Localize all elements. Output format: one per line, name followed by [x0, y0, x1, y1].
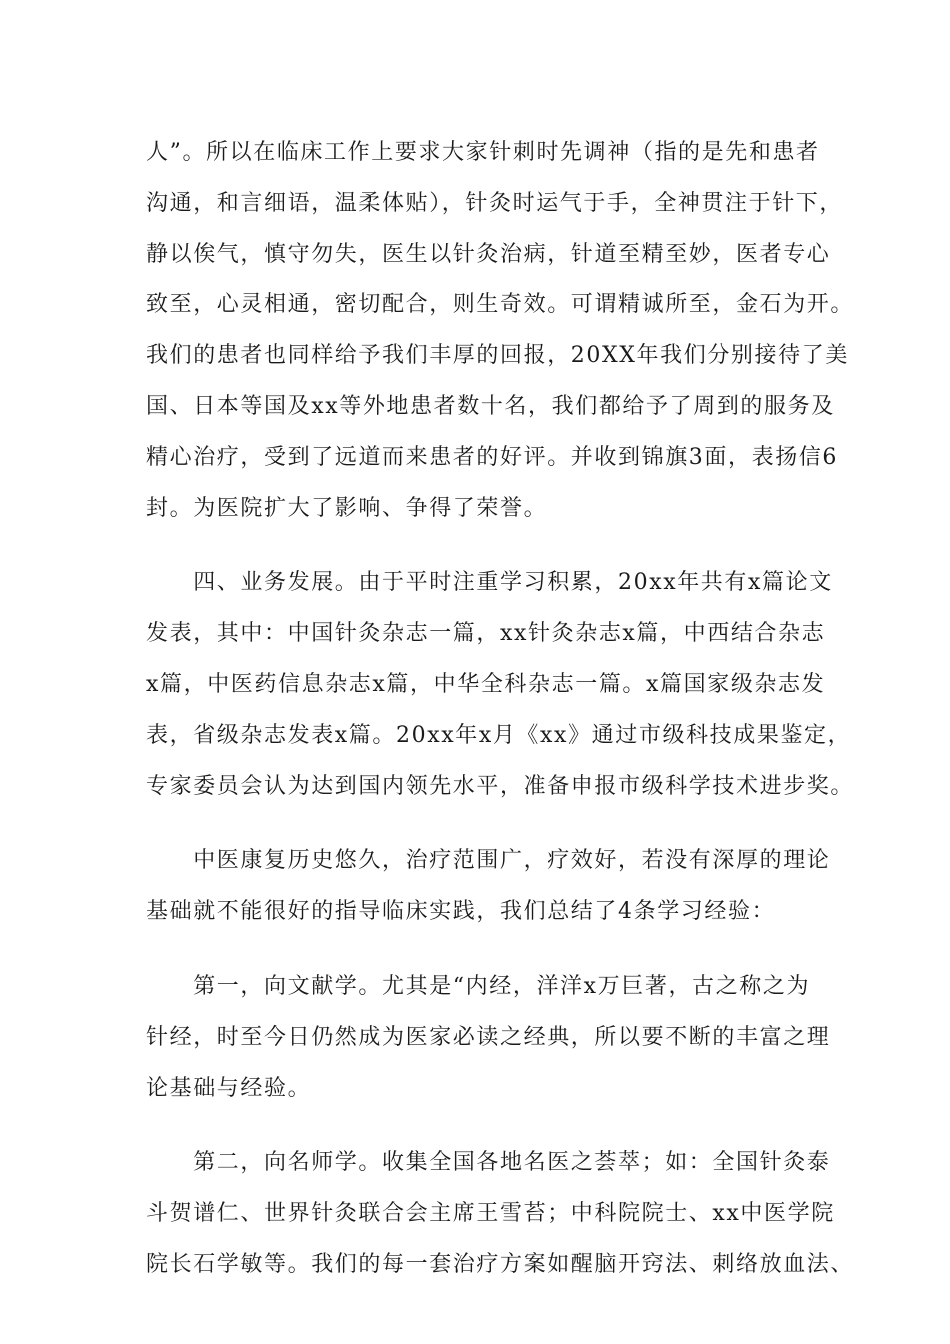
- text-line: 专家委员会认为达到国内领先水平，准备申报市级科学技术进步奖。: [146, 773, 855, 799]
- text-line: 第二，向名师学。收集全国各地名医之荟萃；如：全国针灸泰: [146, 1150, 831, 1176]
- text-line: 四、业务发展。由于平时注重学习积累，20xx年共有x篇论文: [146, 570, 833, 596]
- text-line: 人”。所以在临床工作上要求大家针刺时先调神（指的是先和患者: [146, 140, 820, 165]
- document-body: [146, 128, 855, 1291]
- paragraph-patient-care: [146, 128, 855, 534]
- paragraph-learning-experience-intro: [146, 836, 831, 938]
- text-line: 静以俟气，慎守勿失，医生以针灸治病，针道至精至妙，医者专心: [146, 241, 831, 267]
- paragraph-learn-from-masters: [146, 1138, 855, 1290]
- text-line: 我们的患者也同样给予我们丰厚的回报，20XX年我们分别接待了美: [146, 343, 849, 369]
- text-line: 第一，向文献学。尤其是“内经，洋洋x万巨著，古之称之为: [146, 973, 811, 999]
- text-line: 院长石学敏等。我们的每一套治疗方案如醒脑开窍法、刺络放血法、: [146, 1251, 855, 1277]
- paragraph-business-development: [146, 558, 855, 812]
- text-line: 针经，时至今日仍然成为医家必读之经典，所以要不断的丰富之理: [146, 1024, 831, 1050]
- paragraph-learn-from-literature: [146, 962, 831, 1114]
- text-line: 中医康复历史悠久，治疗范围广，疗效好，若没有深厚的理论: [146, 848, 831, 874]
- text-line: 国、日本等国及xx等外地患者数十名，我们都给予了周到的服务及: [146, 393, 835, 419]
- text-line: 论基础与经验。: [146, 1075, 312, 1101]
- text-line: 发表，其中：中国针灸杂志一篇，xx针灸杂志x篇，中西结合杂志: [146, 621, 826, 647]
- text-line: 精心治疗，受到了远道而来患者的好评。并收到锦旗3面，表扬信6: [146, 444, 838, 470]
- text-line: x篇，中医药信息杂志x篇，中华全科杂志一篇。x篇国家级杂志发: [146, 671, 826, 697]
- text-line: 沟通，和言细语，温柔体贴），针灸时运气于手，全神贯注于针下，: [146, 190, 844, 216]
- text-line: 封。为医院扩大了影响、争得了荣誉。: [146, 495, 548, 521]
- text-line: 致至，心灵相通，密切配合，则生奇效。可谓精诚所至，金石为开。: [146, 292, 855, 318]
- text-line: 斗贺谱仁、世界针灸联合会主席王雪苔；中科院院士、xx中医学院: [146, 1201, 835, 1227]
- text-line: 基础就不能很好的指导临床实践，我们总结了4条学习经验：: [146, 899, 776, 925]
- text-line: 表，省级杂志发表x篇。20xx年x月《xx》通过市级科技成果鉴定，: [146, 722, 852, 748]
